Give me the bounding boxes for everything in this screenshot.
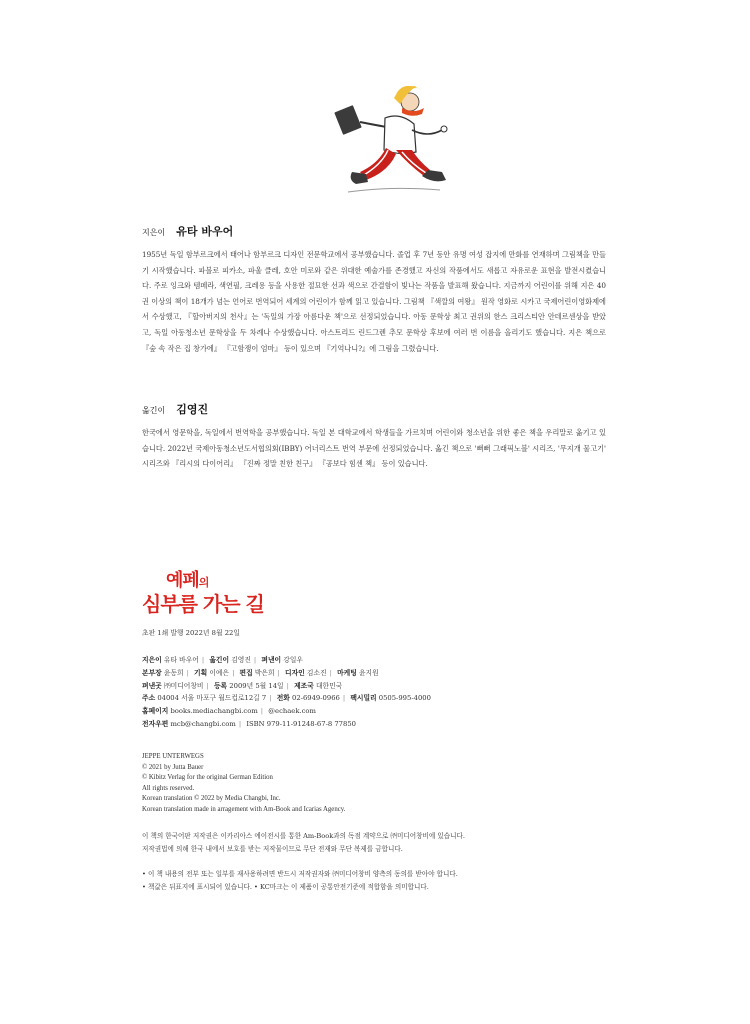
bullet-item: • 책값은 뒤표지에 표시되어 있습니다. • KC마크는 이 제품이 공통안전기준에 적합함을 의미합니다.: [142, 883, 429, 891]
homepage-link[interactable]: books.mediachangbi.com: [170, 707, 258, 716]
credits-row-1: 지은이 유타 바우어 | 옮긴이 김영진 | 펴낸이 강일우: [142, 656, 303, 664]
author-section: [142, 220, 606, 356]
translator-role: 옮긴이: [142, 406, 166, 415]
english-line: Korean translation made in arragement with Am-Book and Icarias Agency.: [142, 805, 346, 813]
english-copyright: [142, 752, 606, 816]
notice-bullets: [142, 868, 606, 894]
author-bio: 1955년 독일 함부르크에서 태어나 함부르크 디자인 전문학교에서 공부했습니다. 졸업 후 7년 동안 유명 여성 잡지에 만화를 연재하며 그림책을 만들기 시작했습니다. 파블로 피카소, 파울 클레, 호안 미로와 같은 위대한 예술가를 존경했고 자신의 작품에서도 새롭고 자유로운 표현을 발전시켰습니다. 주로 잉크와 템페라, 색연필, 크레용 등을 사용한 절묘한 선과 색으로 간결함이 빛나는 작품을 발표해 왔습니다. 지금까지 어린이를 위해 지은 40권 이상의 책이 18개가 넘는 언어로 번역되어 세계의 어린이가 함께 읽고 있습니다. 그림책 『색깔의 여왕』 원작 영화로 시카고 국제어린이영화제에서 수상했고, 『할아버지의 천사』는 '독일의 가장 아름다운 책'으로 선정되었습니다. 아동 문학상 최고 권위의 한스 크리스티안 안데르센상을 받았고, 독일 아동청소년 문학상을 두 차례나 수상했습니다. 아스트리드 린드그렌 추모 문학상 후보에 여러 번 이름을 올리기도 했습니다. 지은 책으로 『숲 속 작은 집 창가에』 『고함쟁이 엄마』 등이 있으며 『기억나니?』에 그림을 그렸습니다.: [142, 250, 606, 353]
author-name: 유타 바우어: [176, 225, 234, 238]
credits-block: [142, 654, 606, 731]
book-title-logo: [142, 566, 264, 617]
credits-row-5: 홈페이지 books.mediachangbi.com | @echaek.com: [142, 707, 316, 716]
english-line: JEPPE UNTERWEGS: [142, 753, 204, 760]
credits-row-2: 본부장 윤동희 | 기획 이예은 | 편집 박은희 | 디자인 김소진 | 마케팅 윤지원: [142, 668, 379, 677]
email-link[interactable]: mcb@changbi.com: [170, 719, 236, 728]
jeppe-figure-icon: [330, 80, 460, 200]
english-line: All rights reserved.: [142, 784, 195, 792]
translator-bio: 한국에서 영문학을, 독일에서 번역학을 공부했습니다. 독일 본 대학교에서 학생들을 가르치며 어린이와 청소년을 위한 좋은 책을 우리말로 옮기고 있습니다. 2022년 국제아동청소년도서협의회(IBBY) 어너리스트 번역 부문에 선정되었습니다. 옮긴 책으로 '뻐뻐 그래픽노블' 시리즈, '무지개 물고기' 시리즈와 『리시의 다이어리』 『진짜 정말 친한 친구』 『공보다 힘센 책』 등이 있습니다.: [142, 428, 606, 469]
author-heading: [142, 220, 606, 239]
bullet-item: • 이 책 내용의 전부 또는 일부를 재사용하려면 반드시 저작권자와 ㈜미디어창비 양측의 동의를 받아야 합니다.: [142, 870, 458, 878]
credits-row-4: 주소 04004 서울 마포구 월드컵로12길 7 | 전화 02-6949-0966 | 팩시밀리 0505-995-4000: [142, 694, 431, 703]
english-line: © 2021 by Jutta Bauer: [142, 763, 204, 771]
credits-row-6: 전자우편 mcb@changbi.com | ISBN 979-11-91248-67-8 77850: [142, 719, 356, 728]
echaek-link[interactable]: @echaek.com: [268, 707, 316, 716]
book-title-line2: 심부름 가는 길: [142, 592, 264, 616]
copyright-notice: 이 책의 한국어판 저작권은 이카리아스 에이전시를 통한 Am-Book과의 독점 계약으로 ㈜미디어창비에 있습니다. 저작권법에 의해 한국 내에서 보호를 받는 저작물이므로 무단 전재와 무단 복제를 금합니다.: [142, 832, 465, 853]
english-line: © Kibitz Verlag for the original German Edition: [142, 774, 273, 782]
credits-row-3: 펴낸곳 ㈜미디어창비 | 등록 2009년 5월 14일 | 제조국 대한민국: [142, 681, 343, 690]
english-line: Korean translation © 2022 by Media Changbi, Inc.: [142, 795, 281, 803]
book-title-line1: 예페의: [166, 570, 209, 591]
first-edition-date: 초판 1쇄 발행 2022년 8월 22일: [142, 629, 240, 637]
jeppe-walking-illustration: [330, 80, 460, 200]
translator-name: 김영진: [176, 403, 209, 416]
author-role: 지은이: [142, 228, 166, 237]
translator-heading: [142, 398, 606, 417]
translator-section: [142, 398, 606, 472]
